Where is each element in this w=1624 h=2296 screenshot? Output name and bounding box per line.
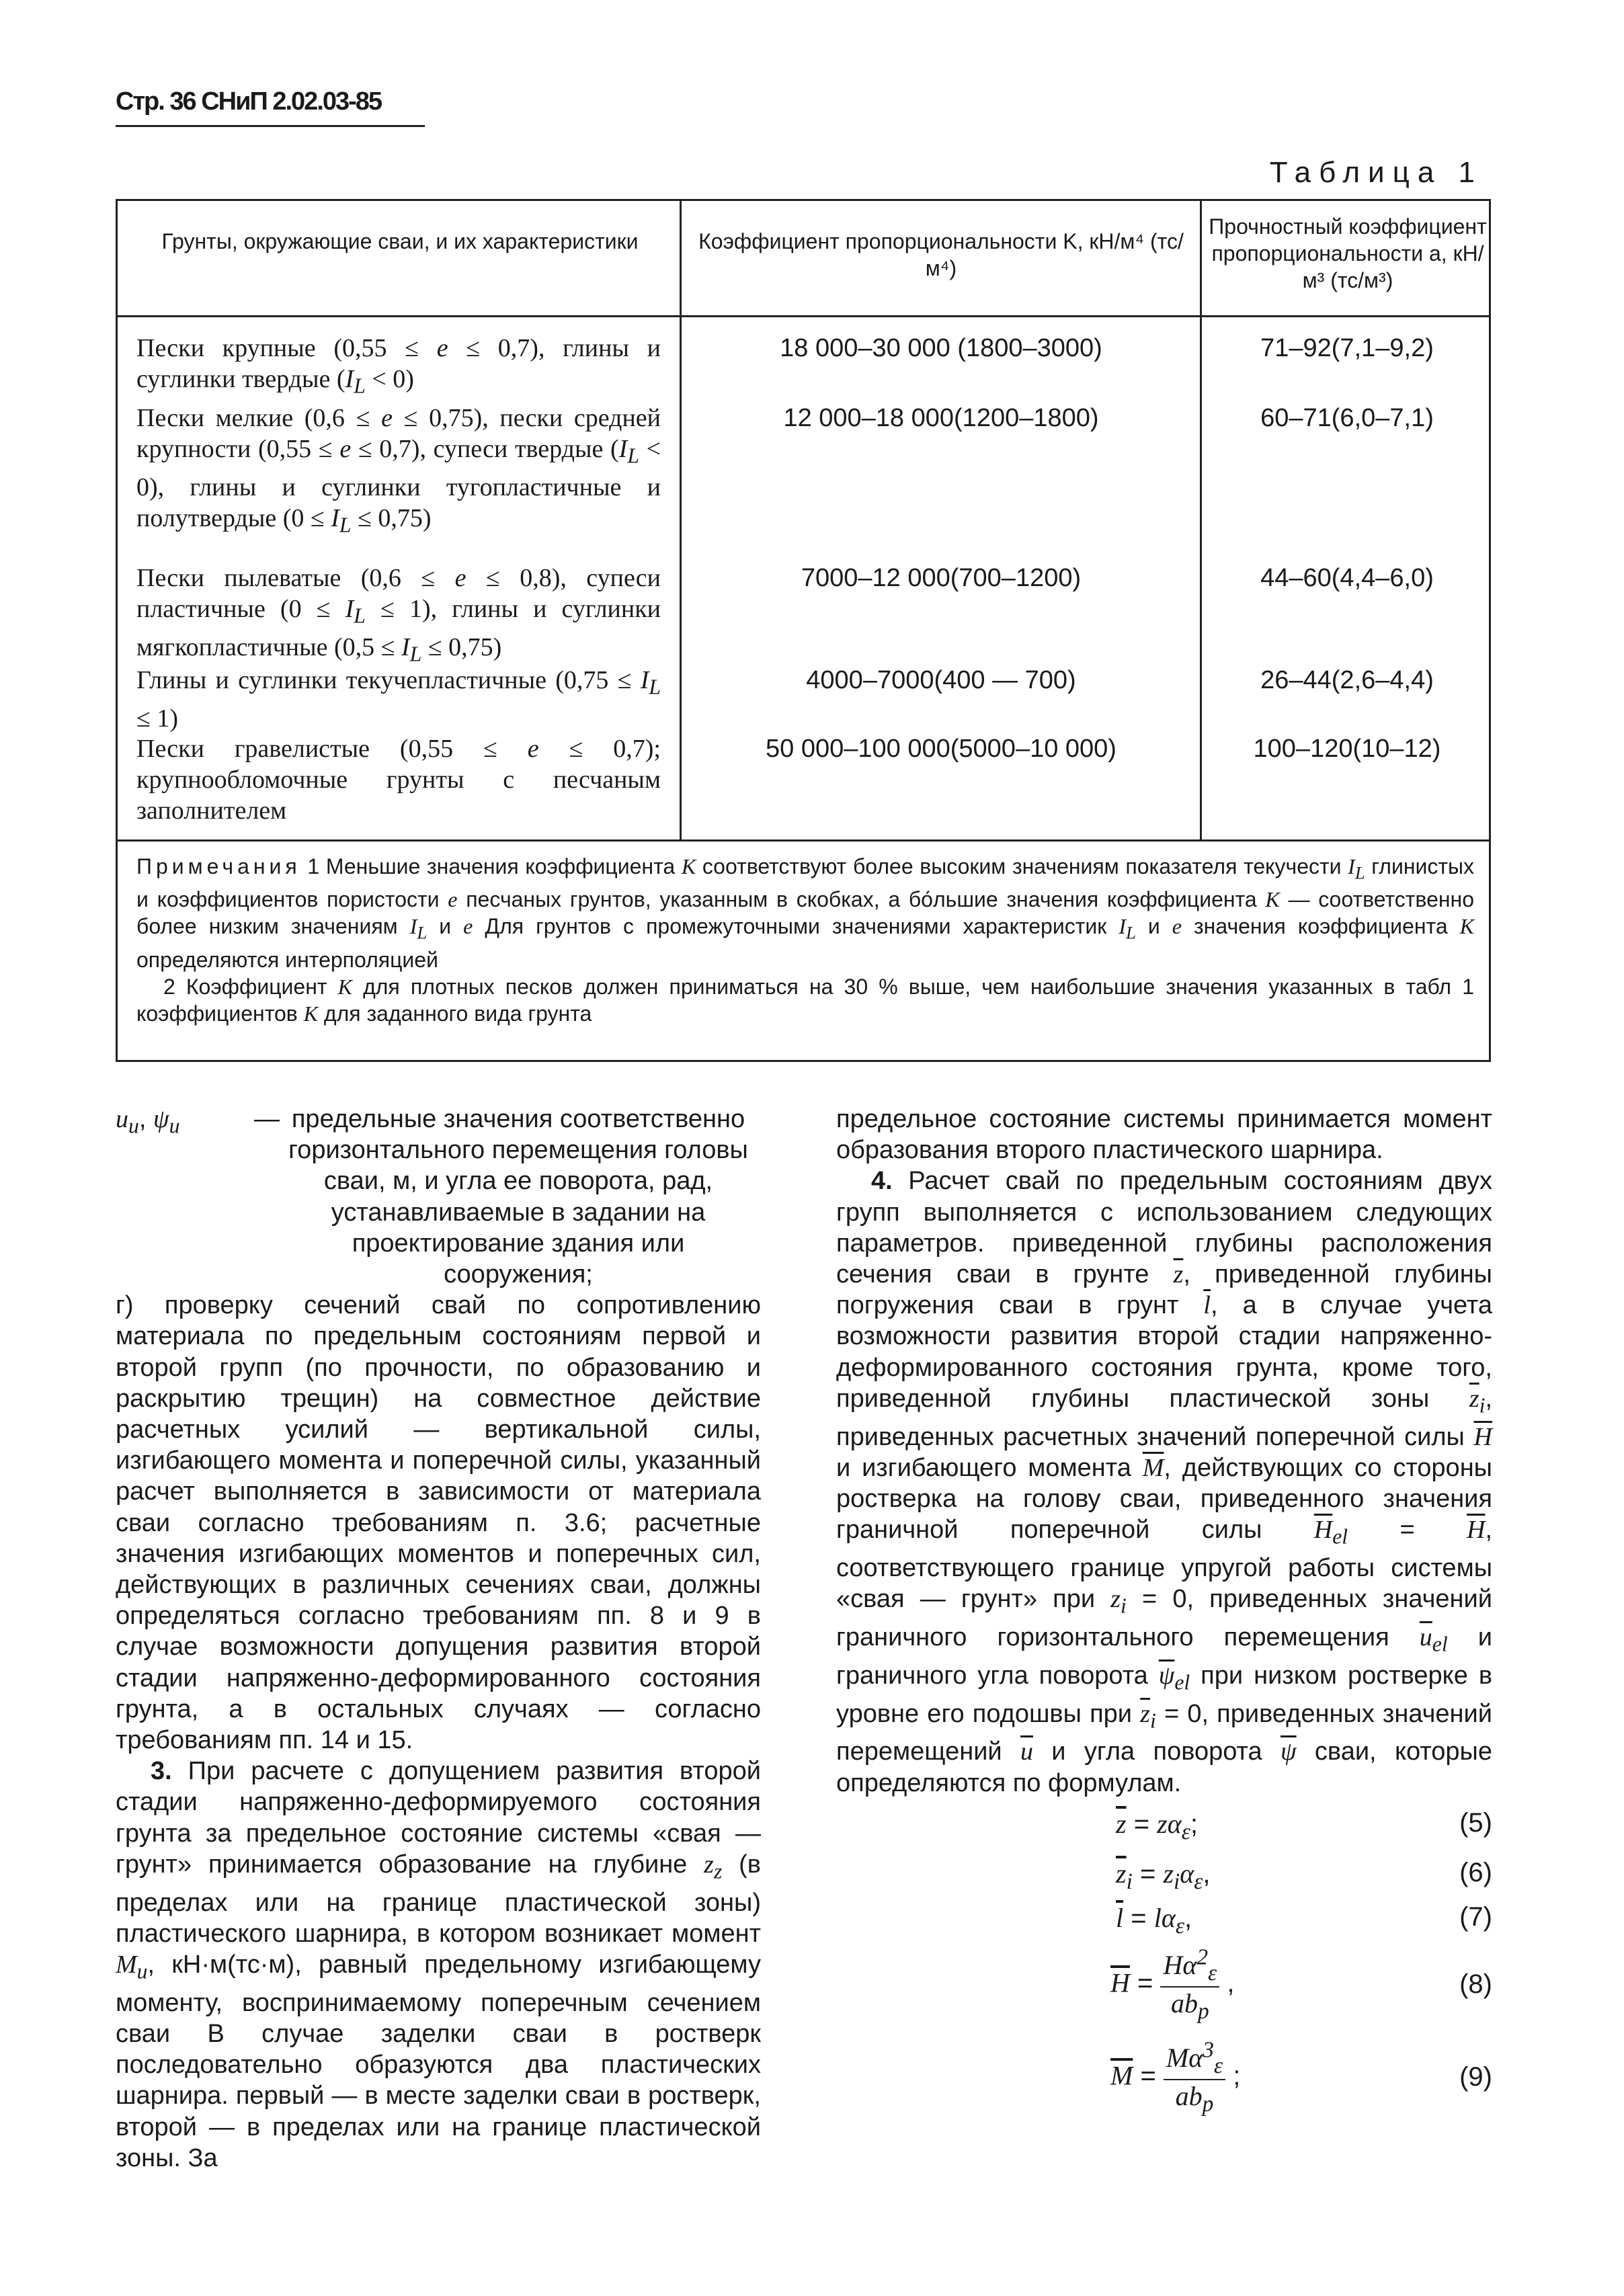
table-row-3-soil: Пески пылеватые (0,6 ≤ e ≤ 0,8), супеси пластичные $(0 \le I_L \le 1)$, глины и суглинки мягкопластичные $(0,5 \le I_L \le 0,75)$ bbox=[136, 564, 661, 666]
formula-8: $\overline{H}$ = $\frac{H\alpha^2_\varepsilon}{ab_p}$ , bbox=[1110, 1945, 1235, 2024]
formula-9: $\overline{M}$ = $\frac{M\alpha^3_\varepsilon}{ab_p}$ ; bbox=[1110, 2038, 1241, 2117]
definition-uu-psiu bbox=[116, 1104, 761, 1290]
table-header-rule bbox=[118, 315, 1489, 317]
table-row-5-a: 100–120(10–12) bbox=[1253, 735, 1441, 763]
definition-text: предельные значения соответственно горизонтального перемещения головы сваи, м, и угла ее поворота, рад, устанавливаемые в задании на проектирование здания или сооружения; bbox=[288, 1105, 748, 1289]
table-row-4-k: 4000–7000(400 — 700) bbox=[806, 666, 1076, 694]
table-body-rule bbox=[118, 839, 1489, 842]
paragraph-3: 3. При расчете с допущением развития второй стадии напряженно-деформируемого состояния грунта за предельное состояние системы «свая — грунт» принимается образование на глубине $z_z$ (в пределах или на границе пластической зоны) пластического шарнира, в котором возникает момент $M_u$, кН·м(тс·м), равный предельному изгибающему моменту, воспринимаемому поперечным сечением сваи В случае заделки сваи в ростверк последовательно образуются два пластических шарнира. первый — в месте заделки сваи в ростверк, второй — в пределах или на границе пластической зоны. За bbox=[116, 1757, 761, 2172]
table-row-1-k: 18 000–30 000 (1800–3000) bbox=[780, 334, 1102, 362]
table-row-4-soil: Глины и суглинки текучепластичные $(0,75 \le I_L \le 1)$ bbox=[136, 666, 661, 733]
table-row-5-soil: Пески гравелистые (0,55 ≤ e ≤ 0,7); крупнообломочные грунты с песчаным заполнителем bbox=[136, 735, 661, 825]
paragraph-4-number: 4. bbox=[871, 1167, 893, 1196]
table-caption: Таблица 1 bbox=[1269, 156, 1483, 189]
formula-8-lhs: $\overline{H}$ bbox=[1110, 1967, 1130, 1998]
soil-coefficients-table bbox=[116, 199, 1491, 1062]
left-column bbox=[116, 1104, 761, 2174]
formula-5-number: (5) bbox=[1459, 1808, 1492, 1838]
formula-6-number: (6) bbox=[1459, 1858, 1492, 1887]
formula-9-number: (9) bbox=[1459, 2062, 1492, 2092]
definition-symbol: $u_u$, $\psi_u$ bbox=[116, 1105, 180, 1138]
table-row-5-k: 50 000–100 000(5000–10 000) bbox=[766, 735, 1116, 763]
formula-8-tail: , bbox=[1227, 1968, 1235, 1998]
paragraph-continuation: предельное состояние системы принимается момент образования второго пластического шарнира. bbox=[836, 1105, 1492, 1165]
page-header: Стр. 36 СНиП 2.02.03-85 bbox=[116, 87, 382, 116]
table-header-a: Прочностный коэффициент пропорциональности a, кН/м³ (тс/м³) bbox=[1209, 214, 1487, 292]
table-row-1-a: 71–92(7,1–9,2) bbox=[1260, 334, 1434, 362]
formula-7: $\overline{l} = l\alpha_\varepsilon$, bbox=[1116, 1903, 1192, 1938]
table-divider-1 bbox=[680, 201, 682, 839]
paragraph-3-number: 3. bbox=[151, 1757, 172, 1786]
paragraph-4: 4. Расчет свай по предельным состояниям двух групп выполняется с использованием следующих параметров. приведенной глубины расположения сечения сваи в грунте $\overline{z}$, приведенной глубины погружения сваи в грунт $\overline{l}$, а в случае учета возможности развития второй стадии напряженно-деформированного состояния грунта, кроме того, приведенной глубины пластической зоны $\overline{z}_i$, приведенных расчетных значений поперечной силы $\overline{H}$ и изгибающего момента $\overline{M}$, действующих со стороны ростверка на голову сваи, приведенного значения граничной поперечной силы $\overline{H}_{el} = \overline{H}$, соответствующего границе упругой работы системы «свая — грунт» при $z_i = 0$, приведенных значений граничного горизонтального перемещения $\overline{u}_{el}$ и граничного угла поворота $\overline{\psi}_{el}$ при низком ростверке в уровне его подошвы при $\overline{z}_i = 0$, приведенных значений перемещений $\overline{u}$ и угла поворота $\overline{\psi}$ сваи, которые определяются по формулам. bbox=[836, 1167, 1493, 1797]
table-notes bbox=[136, 853, 1474, 1027]
table-note-1: Примечания 1 Меньшие значения коэффициента K соответствуют более высоким значениям показателя текучести $I_L$ глинистых и коэффициентов пористости e песчаных грунтов, указанным в скобках, а бо́льшие значения коэффициента K — соответственно более низким значениям $I_L$ и e Для грунтов с промежуточными значениями характеристик $I_L$ и e значения коэффициента K определяются интерполяцией bbox=[136, 854, 1475, 972]
table-header-k: Коэффициент пропорциональности K, кН/м⁴ (тс/м⁴) bbox=[698, 229, 1184, 280]
notes-title: Примечания bbox=[136, 854, 301, 878]
table-row-4-a: 26–44(2,6–4,4) bbox=[1260, 666, 1434, 694]
right-column bbox=[836, 1104, 1492, 1799]
definition-dash: — bbox=[254, 1105, 280, 1133]
header-underline bbox=[116, 125, 425, 127]
table-row-3-k: 7000–12 000(700–1200) bbox=[801, 564, 1082, 592]
table-row-2-a: 60–71(6,0–7,1) bbox=[1260, 404, 1434, 432]
table-row-2-k: 12 000–18 000(1200–1800) bbox=[783, 404, 1099, 432]
formula-9-fraction: $\frac{M\alpha^3_\varepsilon}{ab_p}$ bbox=[1164, 2038, 1225, 2117]
table-row-2-soil: Пески мелкие (0,6 ≤ e ≤ 0,75), пески средней крупности (0,55 ≤ e ≤ 0,7), супеси твердые $(I_L < 0)$, глины и суглинки тугопластичные и полутвердые $(0 \le I_L \le 0,75)$ bbox=[136, 404, 661, 537]
table-row-1-soil: Пески крупные (0,55 ≤ e ≤ 0,7), глины и суглинки твердые $(I_L < 0)$ bbox=[136, 334, 661, 398]
table-row-3-a: 44–60(4,4–6,0) bbox=[1260, 564, 1434, 592]
formula-8-number: (8) bbox=[1459, 1969, 1492, 1999]
table-header-soil: Грунты, окружающие сваи, и их характеристики bbox=[161, 229, 639, 253]
formula-7-number: (7) bbox=[1459, 1902, 1492, 1932]
table-note-2: 2 Коэффициент K для плотных песков должен приниматься на 30 % выше, чем наибольшие значения указанных в табл 1 коэффициентов K для заданного вида грунта bbox=[136, 974, 1475, 1026]
formula-8-fraction: $\frac{H\alpha^2_\varepsilon}{ab_p}$ bbox=[1160, 1945, 1219, 2024]
formula-9-tail: ; bbox=[1233, 2061, 1241, 2091]
formula-6: $\overline{z}_i = z_i\alpha_\varepsilon$, bbox=[1116, 1858, 1211, 1894]
paragraph-g: г) проверку сечений свай по сопротивлению материала по предельным состояниям первой и второй групп (по прочности, по образованию и раскрытию трещин) на совместное действие расчетных усилий — вертикальной силы, изгибающего момента и поперечной силы, указанный расчет выполняется в зависимости от материала сваи согласно требованиям п. 3.6; расчетные значения изгибающих моментов и поперечных сил, действующих в различных сечениях сваи, должны определяться согласно требованиям пп. 8 и 9 в случае возможности допущения развития второй стадии напряженно-деформированного состояния грунта, а в остальных случаях — согласно требованиям пп. 14 и 15. bbox=[116, 1291, 761, 1755]
formula-5: $\overline{z} = z\alpha_\varepsilon$; bbox=[1116, 1809, 1198, 1844]
table-divider-2 bbox=[1200, 201, 1202, 839]
formula-9-lhs: $\overline{M}$ bbox=[1110, 2060, 1133, 2091]
